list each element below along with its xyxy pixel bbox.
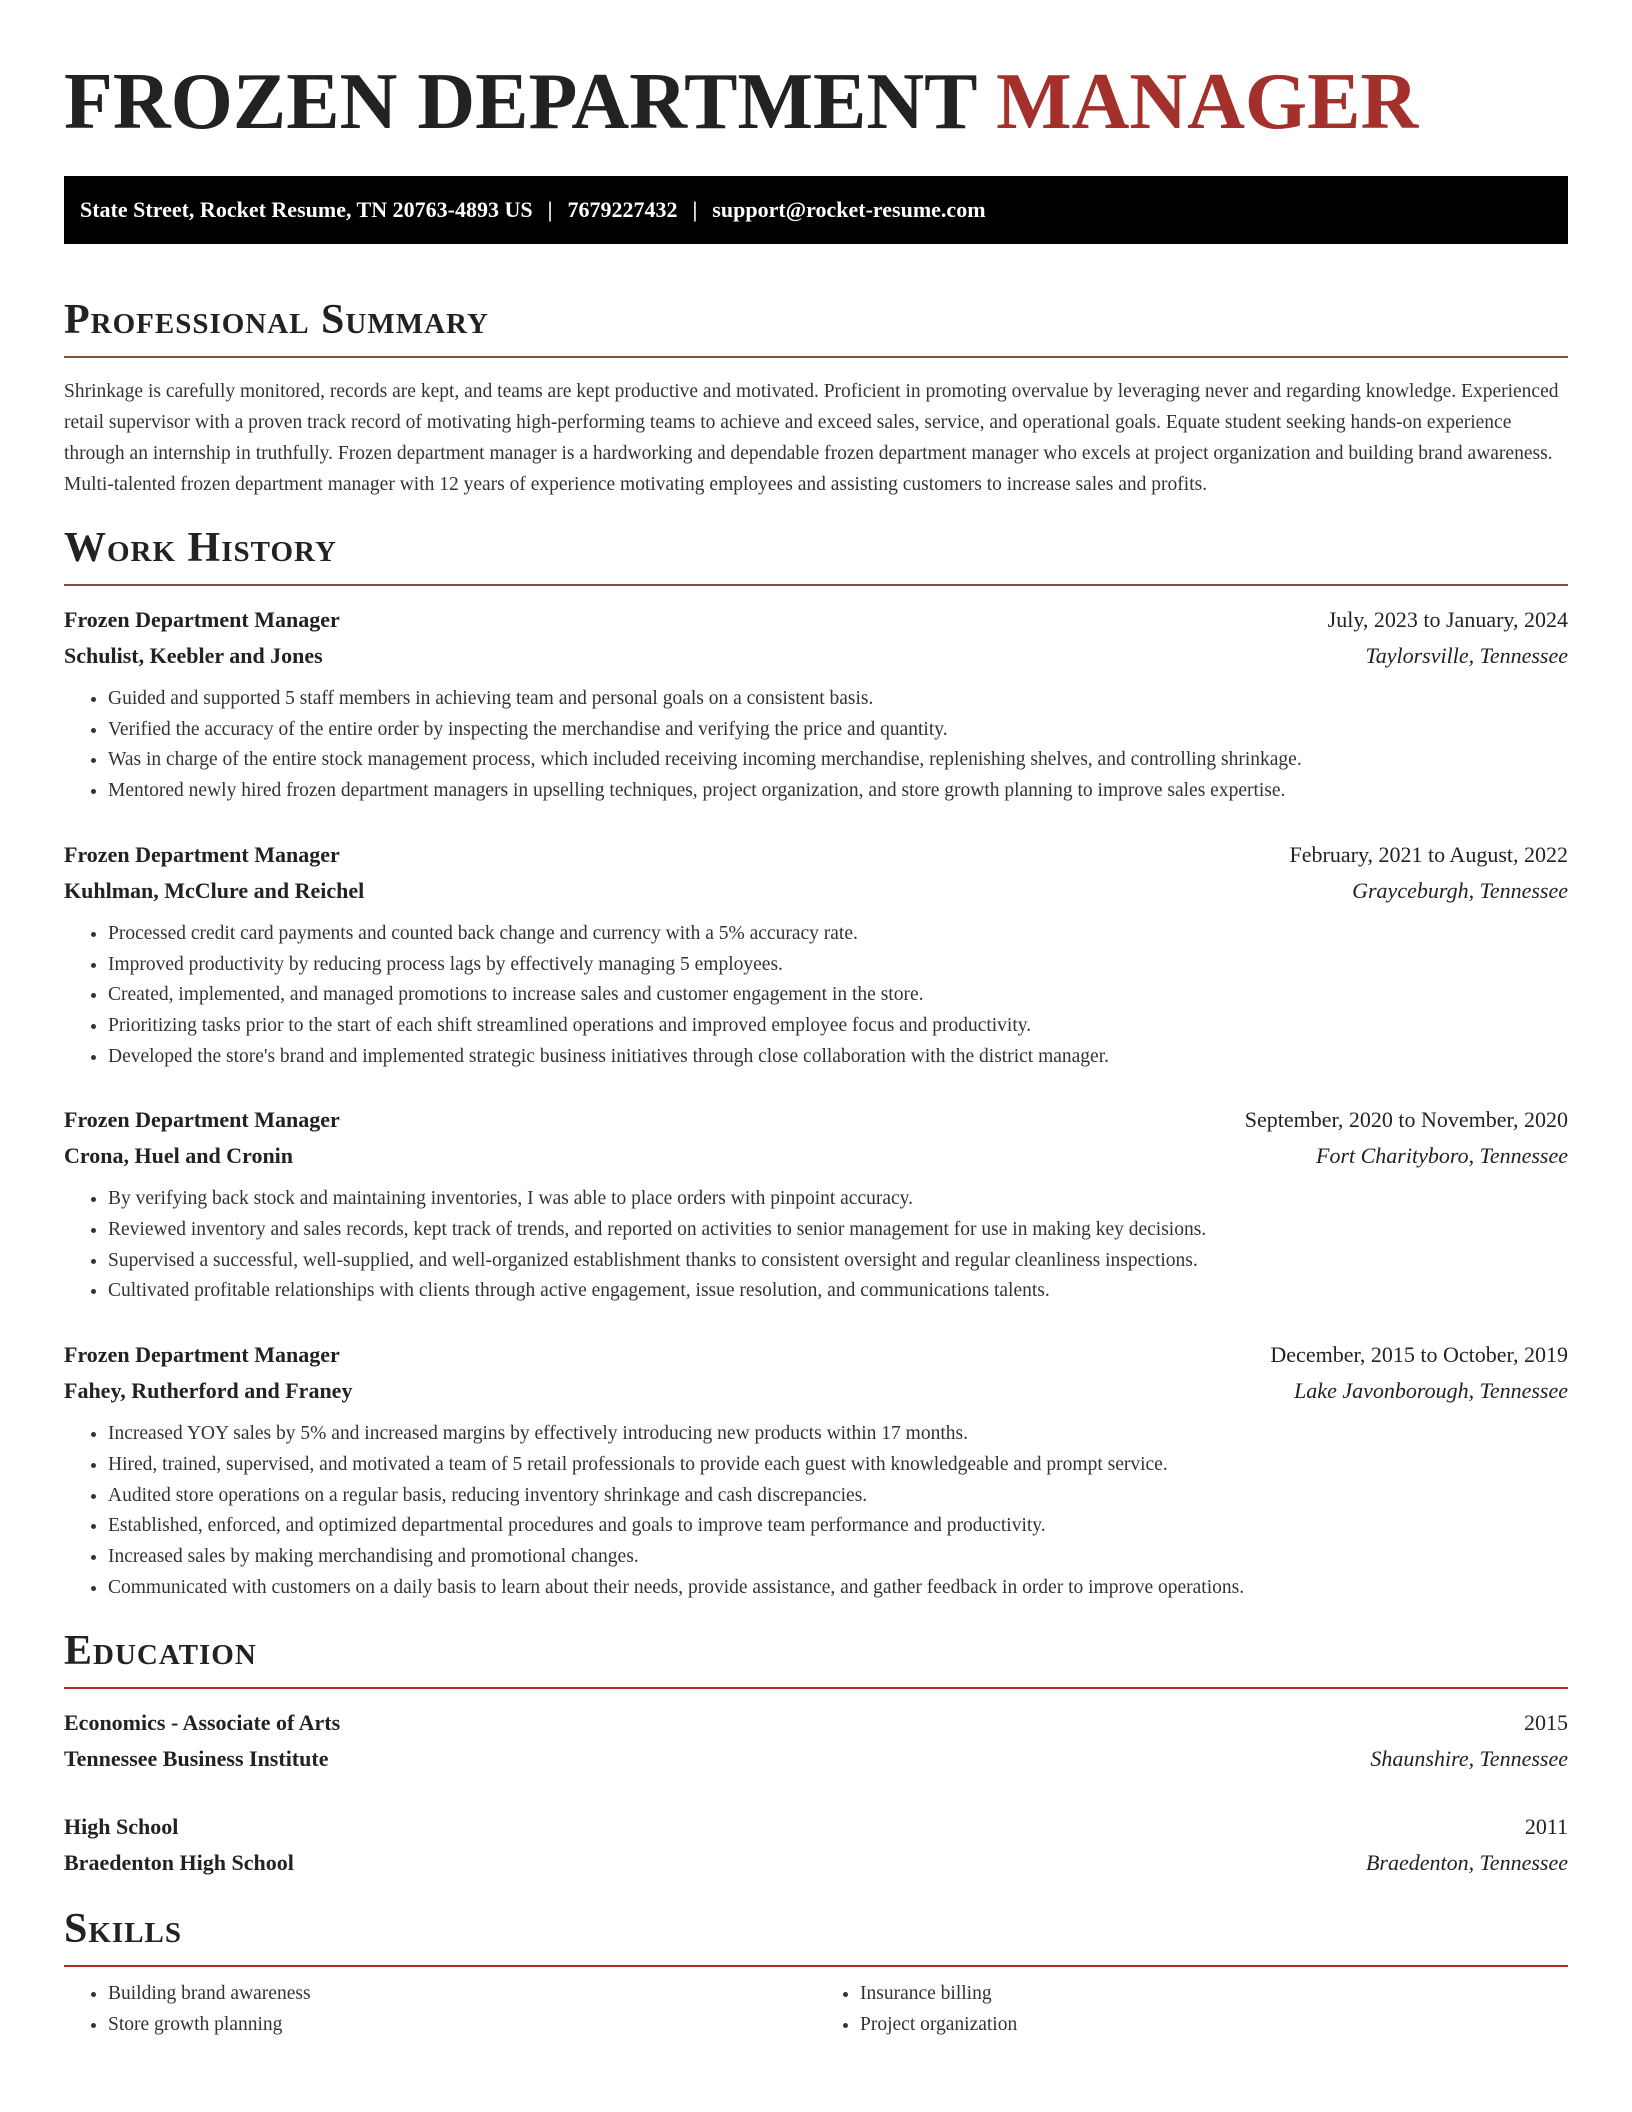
job-company: Kuhlman, McClure and Reichel [64,877,365,903]
skill-item: • Building brand awareness [108,1979,816,2010]
job-company: Schulist, Keebler and Jones [64,643,323,668]
job-entry [64,837,1568,1073]
education-section [64,1627,1568,1881]
job-bullet: • Communicated with customers on a daily basis to learn about their needs, provide assistance, and gather feedback in order to improve operations. [108,1573,1568,1604]
job-bullet: • Established, enforced, and optimized departmental procedures and goals to improve team performance and productivity. [108,1511,1568,1542]
job-dates: February, 2021 to August, 2022 [1289,841,1568,867]
job-location: Grayceburgh, Tennessee [1352,877,1568,903]
contact-address: State Street, Rocket Resume, TN 20763-4893 US [80,197,533,222]
job-bullets [64,684,1568,807]
job-location: Lake Javonborough, Tennessee [1294,1378,1568,1404]
job-role: Frozen Department Manager [64,607,340,632]
job-bullets [64,1184,1568,1307]
skills-list-left [64,1979,816,2040]
section-title-summary: Professional Summary [64,297,489,343]
job-company: Fahey, Rutherford and Franey [64,1378,353,1404]
job-bullet: • Prioritizing tasks prior to the start of each shift streamlined operations and improved employee focus and productivity. [108,1011,1568,1042]
job-bullet: • Developed the store's brand and implemented strategic business initiatives through close collaboration with the district manager. [108,1042,1568,1073]
job-bullet: • Was in charge of the entire stock management process, which included receiving incoming merchandise, replenishing shelves, and controlling shrinkage. [108,745,1568,776]
job-role: Frozen Department Manager [64,841,340,867]
job-entry [64,1102,1568,1307]
job-bullet: • Guided and supported 5 staff members in achieving team and personal goals on a consistent basis. [108,684,1568,715]
job-bullet: • Audited store operations on a regular basis, reducing inventory shrinkage and cash discrepancies. [108,1481,1568,1512]
section-title-skills: Skills [64,1906,183,1953]
contact-bar [64,176,1568,244]
work-history-section [64,524,1568,1603]
job-bullet: • Improved productivity by reducing process lags by effectively managing 5 employees. [108,950,1568,981]
job-company: Crona, Huel and Cronin [64,1143,294,1169]
contact-email: support@rocket-resume.com [712,197,986,222]
job-bullets [64,919,1568,1073]
education-degree: High School [64,1814,179,1840]
job-bullet: • Created, implemented, and managed promotions to increase sales and customer engagement in the store. [108,980,1568,1011]
job-bullets [64,1419,1568,1603]
job-role: Frozen Department Manager [64,1107,340,1133]
job-dates: July, 2023 to January, 2024 [1327,607,1568,632]
job-bullet: • Supervised a successful, well-supplied, and well-organized establishment thanks to consistent oversight and regular cleanliness inspections. [108,1246,1568,1277]
name-accent: MANAGER [996,58,1419,146]
job-location: Fort Charityboro, Tennessee [1316,1143,1568,1169]
section-divider [64,584,1568,586]
education-degree: Economics - Associate of Arts [64,1710,341,1736]
job-entry [64,602,1568,807]
job-entry [64,1337,1568,1603]
education-location: Shaunshire, Tennessee [1370,1746,1568,1772]
job-bullet: • Verified the accuracy of the entire order by inspecting the merchandise and verifying the price and quantity. [108,715,1568,746]
job-bullet: • Mentored newly hired frozen department managers in upselling techniques, project organization, and store growth planning to improve sales expertise. [108,776,1568,807]
section-title-education: Education [64,1628,257,1675]
job-bullet: • Hired, trained, supervised, and motivated a team of 5 retail professionals to provide each guest with knowledgeable and prompt service. [108,1450,1568,1481]
job-role: Frozen Department Manager [64,1342,340,1368]
education-year: 2015 [1524,1710,1568,1736]
section-title-work-history: Work History [64,525,337,571]
education-entry [64,1705,1568,1777]
job-bullet: • Reviewed inventory and sales records, kept track of trends, and reported on activities to senior management for use in making key decisions. [108,1215,1568,1246]
contact-separator: | [692,197,698,222]
section-divider [64,1687,1568,1689]
job-bullet: • By verifying back stock and maintaining inventories, I was able to place orders with pinpoint accuracy. [108,1184,1568,1215]
job-bullet: • Cultivated profitable relationships with clients through active engagement, issue resolution, and communications talents. [108,1276,1568,1307]
job-bullet: • Increased sales by making merchandising and promotional changes. [108,1542,1568,1573]
job-dates: December, 2015 to October, 2019 [1270,1342,1568,1368]
contact-phone: 7679227432 [567,197,678,222]
summary-text: Shrinkage is carefully monitored, records are kept, and teams are kept productive and motivated. Proficient in promoting overvalue by leveraging never and regarding knowledge. Experienced retail supervisor with a proven track record of motivating high-performing teams to achieve and exceed sales, service, and operational goals. Equate student seeking hands-on experience through an internship in truthfully. Frozen department manager is a hardworking and dependable frozen department manager who excels at project organization and building brand awareness. Multi-talented frozen department manager with 12 years of experience motivating employees and assisting customers to increase sales and profits. [64,381,1559,495]
job-dates: September, 2020 to November, 2020 [1244,1107,1568,1133]
job-bullet: • Processed credit card payments and counted back change and currency with a 5% accuracy rate. [108,919,1568,950]
name-primary: FROZEN DEPARTMENT [64,58,997,146]
education-school: Tennessee Business Institute [64,1746,329,1772]
skill-item: • Store growth planning [108,2010,816,2041]
summary-section [64,296,1568,500]
education-entry [64,1809,1568,1881]
job-location: Taylorsville, Tennessee [1365,643,1568,668]
education-year: 2011 [1524,1814,1568,1840]
skills-columns [64,1979,1568,2040]
skill-item: • Project organization [860,2010,1568,2041]
contact-separator: | [547,197,553,222]
education-school: Braedenton High School [64,1850,294,1876]
skills-section [64,1905,1568,2040]
section-divider [64,356,1568,358]
skill-item: • Insurance billing [860,1979,1568,2010]
job-bullet: • Increased YOY sales by 5% and increased margins by effectively introducing new products within 17 months. [108,1419,1568,1450]
resume-name [64,0,1568,146]
skills-list-right [816,1979,1568,2040]
section-divider [64,1965,1568,1967]
education-location: Braedenton, Tennessee [1365,1850,1568,1876]
